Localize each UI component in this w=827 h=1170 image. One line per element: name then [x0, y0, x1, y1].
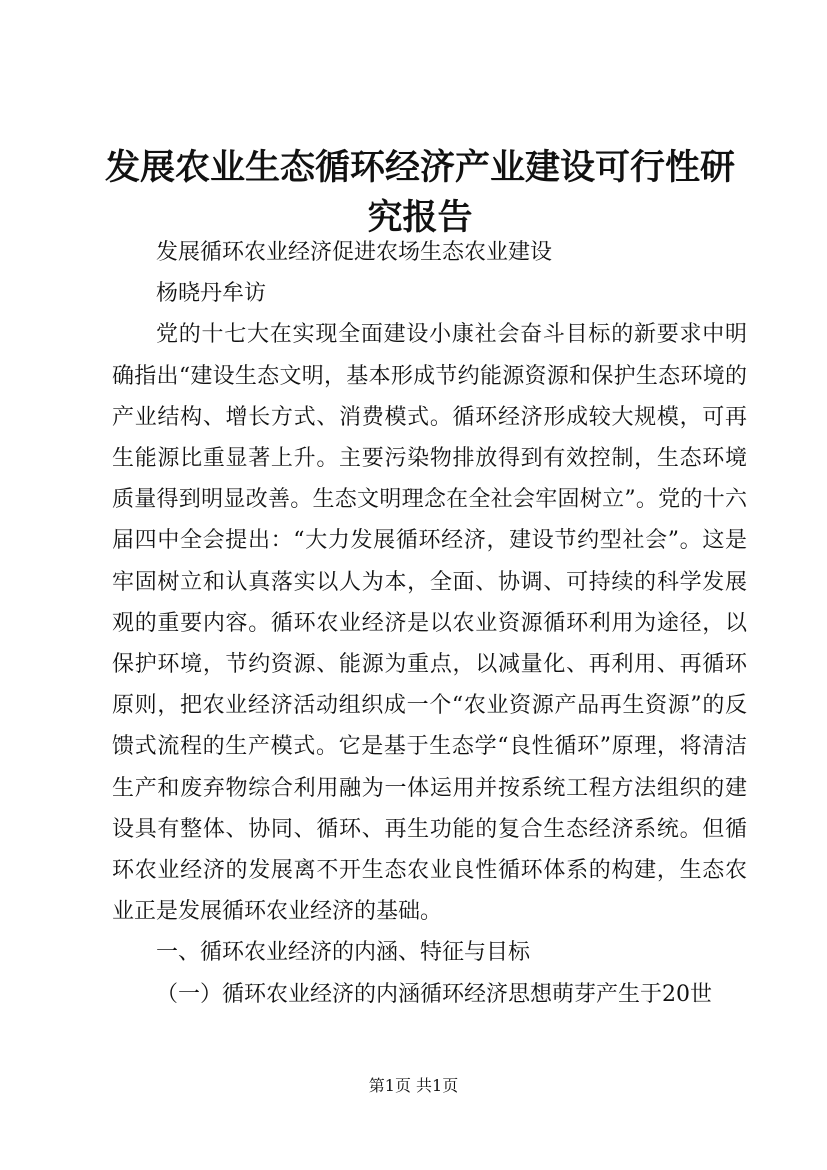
page-footer: 第1页 共1页 [368, 1076, 459, 1095]
subsection-line: （一）循环农业经济的内涵循环经济思想萌芽产生于20世 [156, 981, 712, 1007]
document-author: 杨晓丹牟访 [156, 281, 267, 307]
document-body [112, 232, 747, 1015]
section-heading: 一、循环农业经济的内涵、特征与目标 [156, 940, 531, 966]
body-paragraph: 党的十七大在实现全面建设小康社会奋斗目标的新要求中明确指出“建设生态文明，基本形成节约能源资源和保护生态环境的产业结构、增长方式、消费模式。循环经济形成较大规模，可再生能源比重显著上升。主要污染物排放得到有效控制，生态环境质量得到明显改善。生态文明理念在全社会牢固树立”。党的十六届四中全会提出：“大力发展循环经济，建设节约型社会”。这是牢固树立和认真落实以人为本，全面、协调、可持续的科学发展观的重要内容。循环农业经济是以农业资源循环利用为途径，以保护环境，节约资源、能源为重点，以减量化、再利用、再循环原则，把农业经济活动组织成一个“农业资源产品再生资源”的反馈式流程的生产模式。它是基于生态学“良性循环”原理，将清洁生产和废弃物综合利用融为一体运用并按系统工程方法组织的建设具有整体、协同、循环、再生功能的复合生态经济系统。但循环农业经济的发展离不开生态农业良性循环体系的构建，生态农业正是发展循环农业经济的基础。 [112, 322, 747, 925]
document-subtitle: 发展循环农业经济促进农场生态农业建设 [156, 240, 553, 265]
document-title: 发展农业生态循环经济产业建设可行性研究报告 [104, 147, 735, 238]
